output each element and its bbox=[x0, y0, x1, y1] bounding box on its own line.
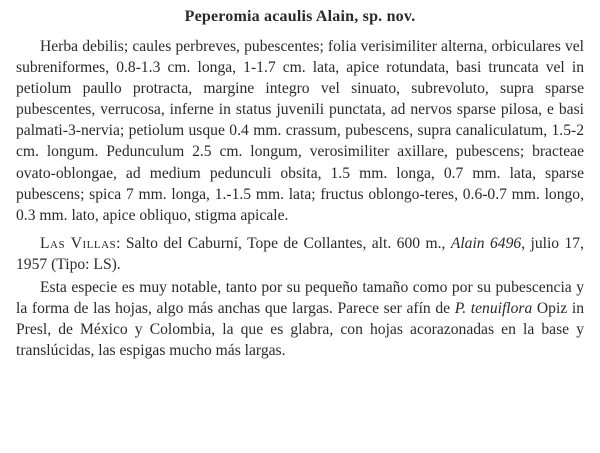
latin-description: Herba debilis; caules perbreves, pubescentes; folia verisimiliter alterna, orbiculares vel subreniformes, 0.8-1.3 cm. longa, 1-1.7 cm. lata, apice rotundata, basi truncata vel in petiolum paullo protracta, margine integro vel sinuato, subrevoluto, supra sparse pubescentes, verrucosa, inferne in status juvenili punctata, ad nervos sparse pilosa, e basi palmati-3-nervia; petiolum usque 0.4 mm. crassum, pubescens, supra canaliculatum, 1.5-2 cm. longum. Pedunculum 2.5 cm. longum, verosimiliter axillare, pubescens; bracteae ovato-oblongae, ad medium pedunculi obsita, 1.5 mm. longa, 0.7 mm. lata, sparse pubescens; spica 7 mm. longa, 1.-1.5 mm. lata; fructus oblongo-teres, 0.6-0.7 mm. longo, 0.3 mm. lato, apice obliquo, stigma apicale. bbox=[16, 38, 584, 224]
specimen-region: Las Villas bbox=[40, 234, 117, 252]
species-author-status: Alain, sp. nov. bbox=[315, 8, 416, 25]
spanish-discussion bbox=[16, 277, 584, 361]
discussion-taxon: P. tenuiflora bbox=[454, 300, 533, 318]
species-binomial: Peperomia acaulis bbox=[184, 8, 313, 25]
discussion-part-1: Esta especie es muy notable, tanto por su pequeño tamaño como por su pubescencia y la forma de las hojas, algo más anchas que largas. Parece ser afín de bbox=[16, 279, 584, 318]
specimen-citation bbox=[16, 233, 584, 275]
species-title bbox=[16, 6, 584, 28]
specimen-collector: Alain 6496 bbox=[450, 234, 522, 252]
specimen-date-type: , julio 17, 1957 (Tipo: LS). bbox=[16, 234, 585, 273]
specimen-locality: : Salto del Caburní, Tope de Collantes, alt. 600 m., bbox=[116, 234, 446, 252]
discussion-part-2: Opiz in Presl, de México y Colombia, la que es glabra, con hojas acorazonadas en la base y translúcidas, las espigas mucho más largas. bbox=[16, 300, 584, 360]
